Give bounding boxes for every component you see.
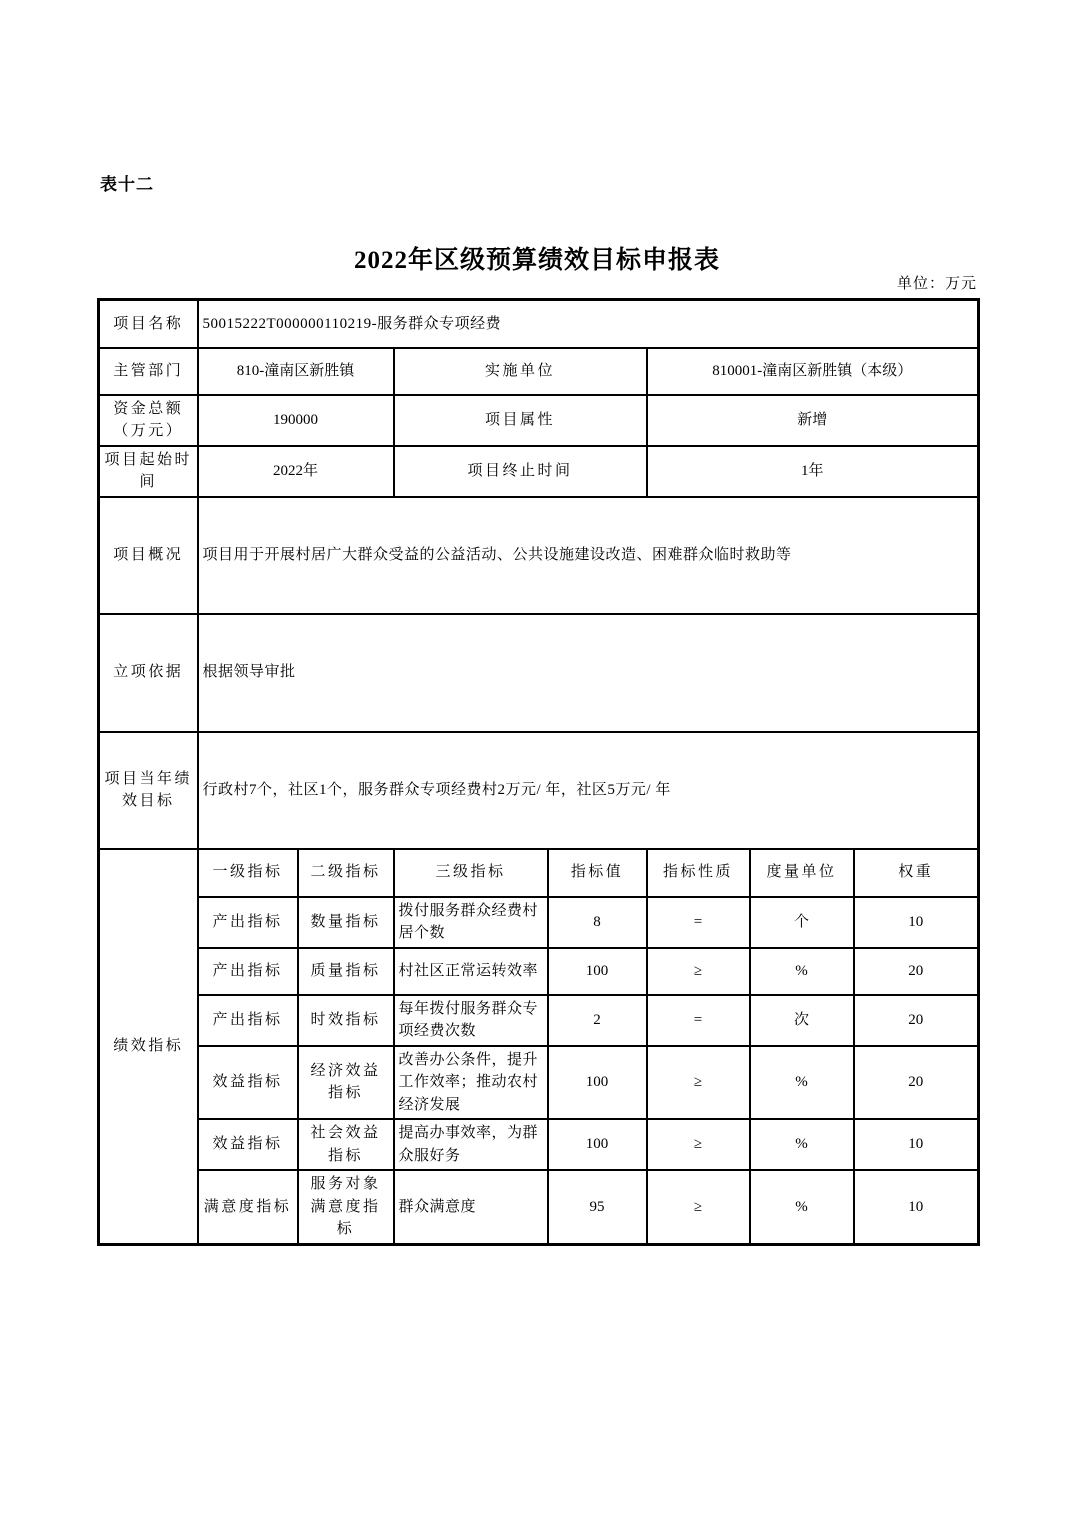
indicator-level3-cell: 村社区正常运转效率 [394, 948, 548, 995]
indicator-value-cell: 95 [548, 1170, 647, 1244]
indicator-level1-cell: 满意度指标 [198, 1170, 298, 1244]
total-fund-value: 190000 [198, 395, 394, 446]
indicator-level1-cell: 效益指标 [198, 1046, 298, 1120]
indicator-weight-cell: 20 [854, 1046, 979, 1120]
start-time-value: 2022年 [198, 446, 394, 497]
indicator-value-cell: 8 [548, 897, 647, 948]
overview-value: 项目用于开展村居广大群众受益的公益活动、公共设施建设改造、困难群众临时救助等 [198, 497, 979, 614]
indicator-header-level1: 一级指标 [198, 849, 298, 897]
overview-label: 项目概况 [99, 497, 198, 614]
indicator-header-level2: 二级指标 [298, 849, 394, 897]
indicator-level3-cell: 提高办事效率，为群众服好务 [394, 1119, 548, 1170]
indicator-weight-cell: 10 [854, 897, 979, 948]
indicator-weight-cell: 20 [854, 948, 979, 995]
start-time-label: 项目起始时间 [99, 446, 198, 497]
indicator-row [99, 948, 979, 995]
indicator-header-weight: 权重 [854, 849, 979, 897]
attribute-value: 新增 [647, 395, 979, 446]
indicator-unit-cell: % [750, 948, 854, 995]
indicator-row [99, 897, 979, 948]
row-fund [99, 395, 979, 446]
row-annual-goal [99, 732, 979, 849]
annual-goal-label: 项目当年绩效目标 [99, 732, 198, 849]
indicator-header-level3: 三级指标 [394, 849, 548, 897]
indicator-unit-cell: % [750, 1119, 854, 1170]
unit-note: 单位：万元 [896, 276, 977, 292]
indicator-level1-cell: 产出指标 [198, 995, 298, 1046]
indicator-header-unit: 度量单位 [750, 849, 854, 897]
basis-value: 根据领导审批 [198, 614, 979, 732]
indicator-level3-cell: 拨付服务群众经费村居个数 [394, 897, 548, 948]
indicator-level2-cell: 服务对象满意度指标 [298, 1170, 394, 1244]
project-name-value: 50015222T000000110219-服务群众专项经费 [198, 300, 979, 348]
indicator-header-value: 指标值 [548, 849, 647, 897]
indicator-value-cell: 100 [548, 1119, 647, 1170]
indicator-level2-cell: 经济效益指标 [298, 1046, 394, 1120]
indicator-value-cell: 100 [548, 948, 647, 995]
row-time [99, 446, 979, 497]
indicator-level2-cell: 社会效益指标 [298, 1119, 394, 1170]
attribute-label: 项目属性 [394, 395, 647, 446]
indicator-nature-cell: = [647, 897, 750, 948]
indicator-level3-cell: 改善办公条件，提升工作效率；推动农村经济发展 [394, 1046, 548, 1120]
annual-goal-value: 行政村7个，社区1个，服务群众专项经费村2万元/ 年，社区5万元/ 年 [198, 732, 979, 849]
indicator-level2-cell: 质量指标 [298, 948, 394, 995]
declaration-form-table [97, 298, 980, 1246]
indicator-weight-cell: 20 [854, 995, 979, 1046]
dept-label: 主管部门 [99, 348, 198, 395]
indicator-level2-cell: 时效指标 [298, 995, 394, 1046]
project-name-label: 项目名称 [99, 300, 198, 348]
indicator-level1-cell: 效益指标 [198, 1119, 298, 1170]
indicator-level3-cell: 每年拨付服务群众专项经费次数 [394, 995, 548, 1046]
indicator-row [99, 1170, 979, 1244]
indicator-value-cell: 2 [548, 995, 647, 1046]
indicator-row [99, 995, 979, 1046]
indicator-level1-cell: 产出指标 [198, 948, 298, 995]
row-overview [99, 497, 979, 614]
row-basis [99, 614, 979, 732]
indicator-row [99, 1046, 979, 1120]
indicator-row [99, 1119, 979, 1170]
row-project-name [99, 300, 979, 348]
total-fund-label: 资金总额（万元） [99, 395, 198, 446]
impl-unit-label: 实施单位 [394, 348, 647, 395]
basis-label: 立项依据 [99, 614, 198, 732]
indicator-header-row [99, 849, 979, 897]
end-time-label: 项目终止时间 [394, 446, 647, 497]
indicator-unit-cell: 次 [750, 995, 854, 1046]
indicator-weight-cell: 10 [854, 1170, 979, 1244]
indicator-unit-cell: % [750, 1170, 854, 1244]
indicator-unit-cell: % [750, 1046, 854, 1120]
impl-unit-value: 810001-潼南区新胜镇（本级） [647, 348, 979, 395]
doc-tag: 表十二 [100, 175, 154, 194]
indicator-nature-cell: = [647, 995, 750, 1046]
indicator-nature-cell: ≥ [647, 1119, 750, 1170]
end-time-value: 1年 [647, 446, 979, 497]
row-dept [99, 348, 979, 395]
dept-value: 810-潼南区新胜镇 [198, 348, 394, 395]
indicator-nature-cell: ≥ [647, 948, 750, 995]
indicator-unit-cell: 个 [750, 897, 854, 948]
indicator-section-label: 绩效指标 [99, 849, 198, 1245]
indicator-level2-cell: 数量指标 [298, 897, 394, 948]
indicator-nature-cell: ≥ [647, 1170, 750, 1244]
indicator-header-nature: 指标性质 [647, 849, 750, 897]
indicator-nature-cell: ≥ [647, 1046, 750, 1120]
indicator-level3-cell: 群众满意度 [394, 1170, 548, 1244]
page-title: 2022年区级预算绩效目标申报表 [353, 247, 720, 274]
indicator-value-cell: 100 [548, 1046, 647, 1120]
indicator-level1-cell: 产出指标 [198, 897, 298, 948]
indicator-weight-cell: 10 [854, 1119, 979, 1170]
